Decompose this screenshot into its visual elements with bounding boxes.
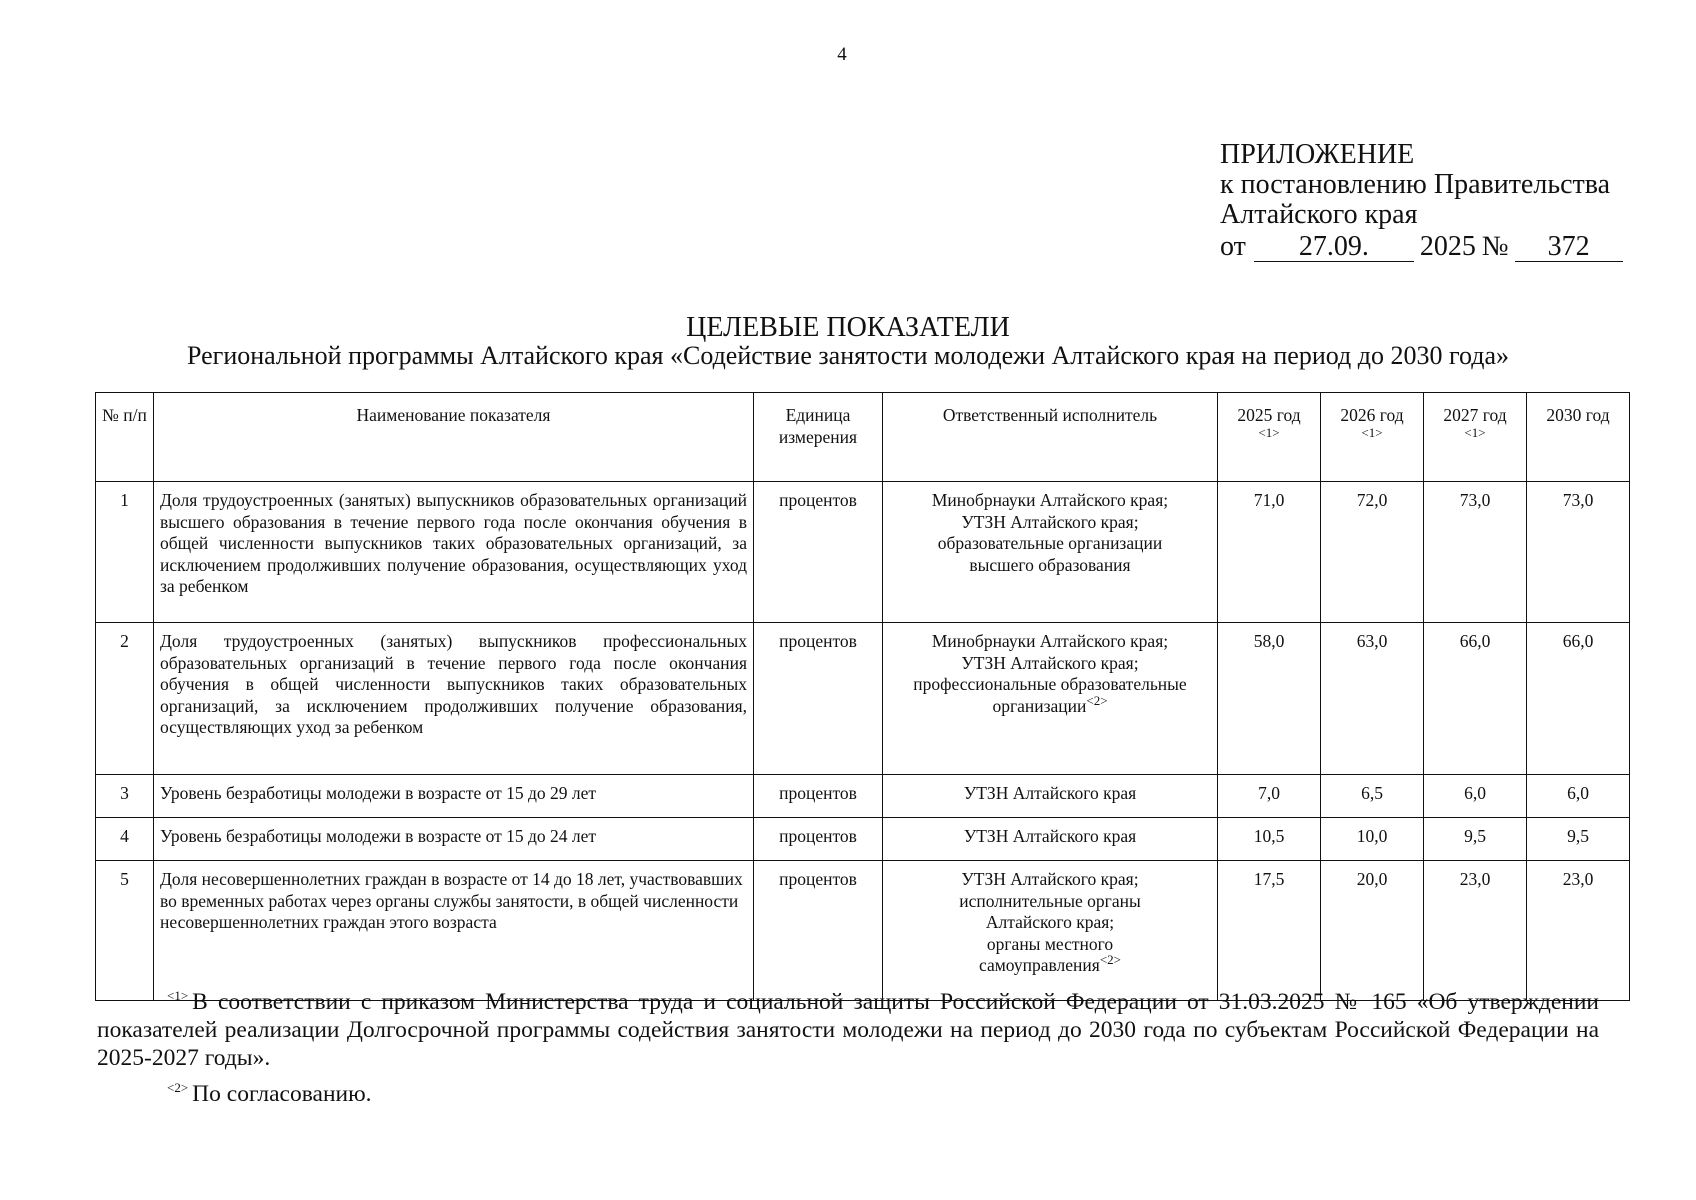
footnotes xyxy=(97,988,1599,1108)
footnote-1 xyxy=(97,988,1599,1072)
row-num: 1 xyxy=(96,482,154,623)
executor-footnote-ref: <2> xyxy=(1086,692,1108,708)
header-2030: 2030 год xyxy=(1527,393,1630,482)
executor-line: самоуправления xyxy=(978,955,1100,975)
header-num: № п/п xyxy=(96,393,154,482)
row-unit: процентов xyxy=(754,861,883,1001)
value-2030: 73,0 xyxy=(1527,482,1630,623)
table-row xyxy=(96,861,1630,1001)
value-2027: 23,0 xyxy=(1424,861,1527,1001)
page-number: 4 xyxy=(837,44,847,65)
executor-line: профессиональные образовательные xyxy=(913,674,1187,694)
header-2025 xyxy=(1218,393,1321,482)
footnote-1-mark: <1> xyxy=(167,988,189,1004)
value-2030: 9,5 xyxy=(1527,818,1630,861)
value-2027: 6,0 xyxy=(1424,775,1527,818)
footnote-2-mark: <2> xyxy=(167,1080,189,1096)
row-executor xyxy=(883,775,1218,818)
appendix-line-3: Алтайского края xyxy=(1220,199,1418,230)
value-2026: 20,0 xyxy=(1321,861,1424,1001)
header-2025-label: 2025 год xyxy=(1237,405,1301,425)
footnote-2-text: По согласованию. xyxy=(192,1081,372,1107)
appendix-date-line xyxy=(1220,232,1623,262)
executor-line-with-ref xyxy=(889,952,1211,977)
header-2026-ref: <1> xyxy=(1361,424,1383,440)
value-2025: 71,0 xyxy=(1218,482,1321,623)
header-2027-ref: <1> xyxy=(1464,424,1486,440)
value-2027: 9,5 xyxy=(1424,818,1527,861)
row-executor xyxy=(883,861,1218,1001)
header-2026-label: 2026 год xyxy=(1340,405,1404,425)
table-row xyxy=(96,818,1630,861)
executor-line: УТЗН Алтайского края; xyxy=(961,511,1139,532)
executor-line-with-ref xyxy=(889,692,1211,718)
executor-line: УТЗН Алтайского края; xyxy=(961,869,1139,889)
appendix-number: 372 xyxy=(1515,233,1623,262)
header-unit: Единица измерения xyxy=(754,393,883,482)
header-2025-ref: <1> xyxy=(1258,424,1280,440)
footnote-2 xyxy=(97,1080,1599,1108)
executor-line: УТЗН Алтайского края xyxy=(963,826,1137,846)
header-2027-label: 2027 год xyxy=(1443,405,1507,425)
header-name: Наименование показателя xyxy=(154,393,754,482)
row-executor xyxy=(883,818,1218,861)
document-subtitle: Региональной программы Алтайского края «Содействие занятости молодежи Алтайского края на период до 2030 года» xyxy=(187,341,1509,370)
table-header-row xyxy=(96,393,1630,482)
executor-footnote-ref: <2> xyxy=(1099,952,1122,968)
row-num: 5 xyxy=(96,861,154,1001)
value-2026: 72,0 xyxy=(1321,482,1424,623)
appendix-year: 2025 xyxy=(1419,231,1476,262)
row-unit: процентов xyxy=(754,623,883,775)
header-2027 xyxy=(1424,393,1527,482)
value-2030: 6,0 xyxy=(1527,775,1630,818)
executor-line: организации xyxy=(992,695,1087,716)
value-2025: 7,0 xyxy=(1218,775,1321,818)
executor-line: образовательные организации xyxy=(937,533,1163,553)
table-row xyxy=(96,482,1630,623)
executor-line: Алтайского края; xyxy=(985,912,1115,932)
value-2025: 17,5 xyxy=(1218,861,1321,1001)
row-unit: процентов xyxy=(754,818,883,861)
executor-line: высшего образования xyxy=(969,554,1131,575)
appendix-block xyxy=(1220,140,1623,262)
value-2027: 66,0 xyxy=(1424,623,1527,775)
executor-line: органы местного xyxy=(986,933,1114,954)
value-2026: 10,0 xyxy=(1321,818,1424,861)
footnote-1-text: В соответствии с приказом Министерства труда и социальной защиты Российской Федерации от 31.03.2025 № 165 «Об утверждении показателей реализации Долгосрочной программы содействия занятости молодежи на период до 2030 года по субъектам Российской Федерации на 2025-2027 годы». xyxy=(97,989,1599,1071)
value-2030: 66,0 xyxy=(1527,623,1630,775)
row-unit: процентов xyxy=(754,775,883,818)
row-name: Уровень безработицы молодежи в возрасте от 15 до 29 лет xyxy=(154,775,754,818)
row-name: Уровень безработицы молодежи в возрасте от 15 до 24 лет xyxy=(154,818,754,861)
appendix-prefix: от xyxy=(1220,231,1246,262)
row-unit: процентов xyxy=(754,482,883,623)
appendix-line-2: к постановлению Правительства xyxy=(1220,169,1611,200)
header-2026 xyxy=(1321,393,1424,482)
row-num: 4 xyxy=(96,818,154,861)
executor-line: УТЗН Алтайского края xyxy=(963,783,1137,803)
row-name: Доля трудоустроенных (занятых) выпускников образовательных организаций высшего образования в течение первого года после окончания обучения в общей численности выпускников таких образовательных организаций, за исключением продолживших получение образования, осуществляющих уход за ребенком xyxy=(154,482,754,623)
row-num: 3 xyxy=(96,775,154,818)
executor-line: Минобрнауки Алтайского края; xyxy=(931,490,1169,510)
row-name: Доля трудоустроенных (занятых) выпускников профессиональных образовательных организаций в течение первого года после окончания обучения в общей численности выпускников таких образовательных организаций, за исключением продолживших получение образования, осуществляющих уход за ребенком xyxy=(154,623,754,775)
value-2030: 23,0 xyxy=(1527,861,1630,1001)
document-title: ЦЕЛЕВЫЕ ПОКАЗАТЕЛИ xyxy=(686,312,1010,343)
executor-line: УТЗН Алтайского края; xyxy=(961,652,1139,673)
appendix-heading: ПРИЛОЖЕНИЕ xyxy=(1220,139,1415,170)
appendix-number-sign: № xyxy=(1481,231,1509,262)
row-num: 2 xyxy=(96,623,154,775)
row-executor xyxy=(883,623,1218,775)
value-2025: 58,0 xyxy=(1218,623,1321,775)
table-row xyxy=(96,775,1630,818)
indicators-table xyxy=(95,392,1630,1004)
value-2026: 63,0 xyxy=(1321,623,1424,775)
row-name: Доля несовершеннолетних граждан в возрасте от 14 до 18 лет, участвовавших во временных работах через органы службы занятости, в общей численности несовершеннолетних граждан этого возраста xyxy=(154,861,754,1001)
table-row xyxy=(96,623,1630,775)
value-2025: 10,5 xyxy=(1218,818,1321,861)
header-executor: Ответственный исполнитель xyxy=(883,393,1218,482)
row-executor xyxy=(883,482,1218,623)
value-2026: 6,5 xyxy=(1321,775,1424,818)
value-2027: 73,0 xyxy=(1424,482,1527,623)
executor-line: исполнительные органы xyxy=(959,890,1141,911)
appendix-date: 27.09. xyxy=(1254,233,1414,262)
executor-line: Минобрнауки Алтайского края; xyxy=(931,631,1169,651)
